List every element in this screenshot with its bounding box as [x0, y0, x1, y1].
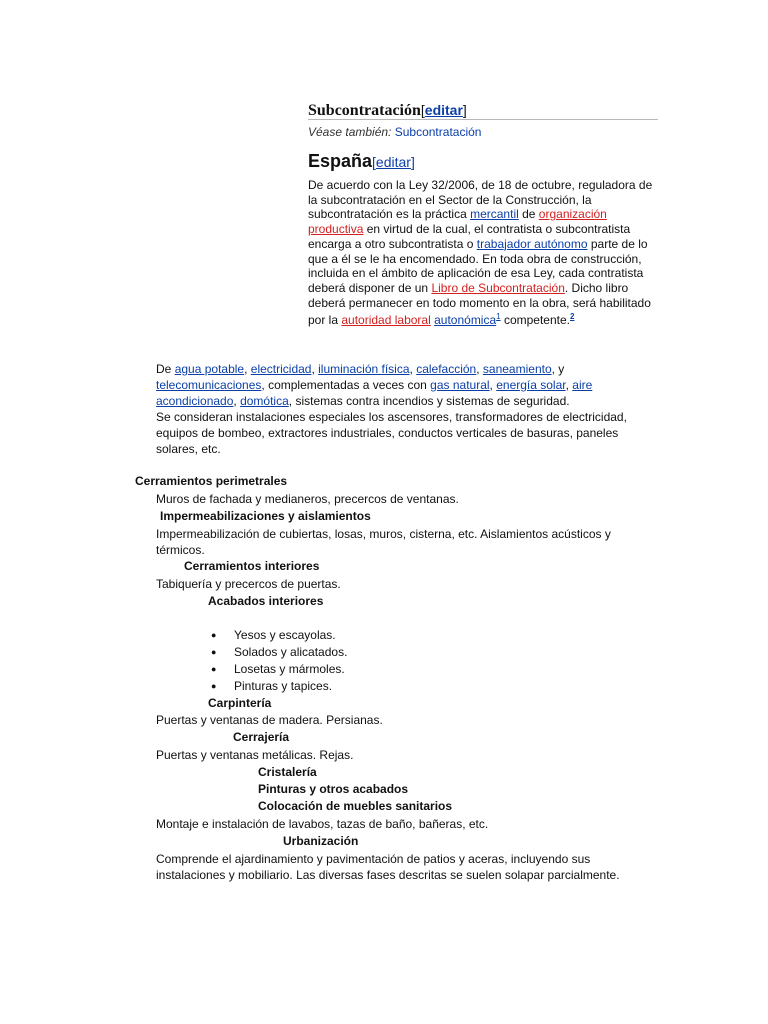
heading-carpinteria: Carpintería: [208, 696, 272, 710]
edit-link-group: [372, 154, 415, 170]
text-run: , complementadas a veces con: [261, 378, 431, 392]
text-cerramientos-perimetrales: Muros de fachada y medianeros, precercos de ventanas.: [156, 492, 459, 506]
see-also-note: [308, 124, 481, 140]
bullet-icon: ●: [211, 664, 217, 674]
heading-acabados-interiores: Acabados interiores: [208, 594, 324, 608]
text-impermeabilizaciones: Impermeabilización de cubiertas, losas, muros, cisterna, etc. Aislamientos acústicos y térmicos.: [156, 527, 611, 557]
text-run: . Dicho libro deberá permanecer en todo momento en la obra, será habilitado por la: [308, 280, 651, 328]
link-agua-potable[interactable]: agua potable: [174, 362, 245, 376]
text-run: ,: [244, 362, 251, 376]
text-urbanizacion: Comprende el ajardinamiento y pavimentación de patios y aceras, incluyendo sus instalaciones y mobiliario. Las diversas fases descritas se suelen solapar parcialmente.: [156, 852, 620, 882]
link-trabajador-autonomo[interactable]: trabajador autónomo: [476, 236, 588, 251]
text-run: De: [156, 362, 175, 376]
link-mercantil[interactable]: mercantil: [470, 207, 519, 222]
list-item: [208, 644, 347, 661]
text-run: ,: [565, 378, 573, 392]
espana-paragraph: [308, 178, 658, 328]
edit-link[interactable]: editar: [375, 154, 411, 170]
bullet-icon: ●: [211, 630, 217, 640]
bullet-icon: ●: [211, 681, 217, 691]
bullet-icon: ●: [211, 647, 217, 657]
bracket-close: ]: [410, 154, 415, 170]
list-item-text: Yesos y escayolas.: [234, 628, 336, 642]
text-cerrajeria: Puertas y ventanas metálicas. Rejas.: [156, 748, 354, 762]
footnote-2[interactable]: 2: [569, 312, 575, 322]
link-libro-subcontratacion[interactable]: Libro de Subcontratación: [431, 280, 565, 295]
text-run: , sistemas contra incendios y sistemas de seguridad.: [288, 394, 570, 408]
link-iluminacion-fisica[interactable]: iluminación física: [318, 362, 410, 376]
bracket-open: [: [420, 102, 425, 118]
bracket-close: ]: [462, 102, 467, 118]
link-telecomunicaciones[interactable]: telecomunicaciones: [156, 378, 262, 392]
heading-cerramientos-interiores: Cerramientos interiores: [184, 559, 320, 573]
heading-title: España: [308, 151, 373, 171]
text-run: ,: [489, 378, 497, 392]
link-aire-acondicionado[interactable]: aire acondicionado: [156, 378, 593, 408]
link-autoridad-laboral[interactable]: autoridad laboral: [341, 313, 431, 328]
text-run: competente.: [500, 313, 570, 328]
link-electricidad[interactable]: electricidad: [250, 362, 312, 376]
link-calefaccion[interactable]: calefacción: [416, 362, 477, 376]
heading-cristaleria: Cristalería: [258, 765, 317, 779]
text-run: ,: [233, 394, 241, 408]
link-gas-natural[interactable]: gas natural: [430, 378, 490, 392]
edit-link-group: [421, 102, 467, 118]
heading-cerrajeria: Cerrajería: [233, 730, 290, 744]
list-item: [208, 661, 347, 678]
heading-cerramientos-perimetrales: Cerramientos perimetrales: [135, 474, 288, 488]
list-item-text: Pinturas y tapices.: [234, 679, 333, 693]
link-energia-solar[interactable]: energía solar: [496, 378, 566, 392]
acabados-list: [208, 627, 347, 695]
link-organizacion-productiva[interactable]: organización productiva: [308, 207, 607, 237]
see-also-link[interactable]: Subcontratación: [394, 125, 482, 139]
text-run: parte de lo que a él se le ha encomendado. En toda obra de construcción, incluida en el ámbito de aplicación de esa Ley, cada contratista deberá disponer de un: [308, 236, 648, 295]
text-carpinteria: Puertas y ventanas de madera. Persianas.: [156, 713, 383, 727]
text-run: ,: [409, 362, 417, 376]
heading-colocacion-muebles: Colocación de muebles sanitarios: [258, 799, 453, 813]
text-run: de: [518, 207, 539, 222]
footnote-1[interactable]: 1: [496, 312, 501, 322]
heading-pinturas: Pinturas y otros acabados: [258, 782, 409, 796]
link-saneamiento[interactable]: saneamiento: [482, 362, 552, 376]
link-autonomica[interactable]: autonómica: [434, 313, 497, 328]
list-item-text: Losetas y mármoles.: [234, 662, 345, 676]
text-run: , y: [551, 362, 565, 376]
text-run: ,: [311, 362, 319, 376]
bracket-open: [: [372, 154, 376, 170]
heading-divider: [308, 119, 658, 120]
section-heading-espana: [308, 150, 415, 173]
see-also-label: Véase también:: [308, 125, 392, 139]
instalaciones-paragraph: [156, 361, 636, 457]
heading-impermeabilizaciones: Impermeabilizaciones y aislamientos: [160, 509, 371, 523]
edit-link[interactable]: editar: [424, 102, 463, 118]
list-item: [208, 678, 347, 695]
text-run: ,: [476, 362, 483, 376]
text-colocacion-muebles: Montaje e instalación de lavabos, tazas de baño, bañeras, etc.: [156, 817, 489, 831]
text-cerramientos-interiores: Tabiquería y precercos de puertas.: [156, 577, 341, 591]
instalaciones-especiales-text: Se consideran instalaciones especiales los ascensores, transformadores de electricidad, equipos de bombeo, extractores industriales, conductos verticales de basuras, paneles solares, etc.: [156, 410, 627, 456]
text-run: en virtud de la cual, el contratista o subcontratista encarga a otro subcontratista o: [308, 222, 631, 251]
link-domotica[interactable]: domótica: [240, 394, 289, 408]
heading-urbanizacion: Urbanización: [283, 834, 359, 848]
text-run: De acuerdo con la Ley 32/2006, de 18 de octubre, reguladora de la subcontratación en el Sector de la Construcción, la subcontratación es la práctica: [308, 178, 653, 222]
list-item-text: Solados y alicatados.: [234, 645, 348, 659]
section-heading-subcontratacion: [308, 100, 658, 121]
heading-title: Subcontratación: [308, 102, 421, 119]
list-item: [208, 627, 347, 644]
